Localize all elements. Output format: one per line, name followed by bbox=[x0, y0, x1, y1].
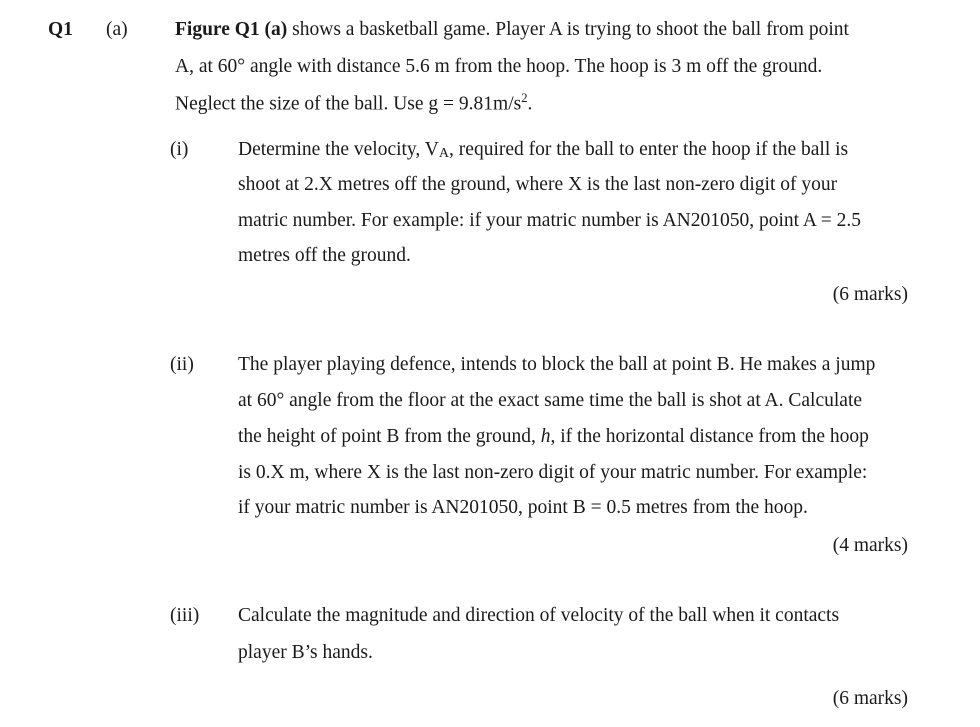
subpart-ii-line-3-text: the height of point B from the ground, bbox=[238, 426, 541, 447]
subpart-iii-marks: (6 marks) bbox=[832, 688, 908, 709]
subpart-ii-label: (ii) bbox=[170, 354, 194, 375]
subpart-i-label: (i) bbox=[170, 139, 189, 160]
part-label: (a) bbox=[106, 19, 128, 40]
exponent: 2 bbox=[521, 91, 528, 105]
subpart-ii-line-2: at 60° angle from the floor at the exact same time the ball is shot at A. Calculate bbox=[238, 390, 863, 411]
subpart-iii-line-1: Calculate the magnitude and direction of velocity of the ball when it contacts bbox=[238, 605, 840, 626]
subpart-ii-line-3-rest: , if the horizontal distance from the hoop bbox=[550, 426, 869, 447]
subpart-iii-line-2: player B’s hands. bbox=[238, 642, 373, 663]
subpart-i-line-3: matric number. For example: if your matric number is AN201050, point A = 2.5 bbox=[238, 210, 861, 231]
subpart-i-marks: (6 marks) bbox=[832, 284, 908, 305]
figure-reference: Figure Q1 (a) bbox=[175, 19, 288, 40]
question-number: Q1 bbox=[48, 19, 73, 40]
intro-line-2: A, at 60° angle with distance 5.6 m from the hoop. The hoop is 3 m off the ground. bbox=[175, 56, 823, 77]
intro-line-3-end: . bbox=[527, 93, 533, 115]
subpart-ii-line-5: if your matric number is AN201050, point B = 0.5 metres from the hoop. bbox=[238, 497, 808, 518]
intro-line-1-text: shows a basketball game. Player A is trying to shoot the ball from point bbox=[287, 19, 849, 40]
intro-line-3 bbox=[175, 91, 915, 116]
subpart-iii-label: (iii) bbox=[170, 605, 200, 626]
subpart-ii-line-1: The player playing defence, intends to block the ball at point B. He makes a jump bbox=[238, 354, 876, 375]
subpart-i-line-1-rest: , required for the ball to enter the hoop if the ball is bbox=[449, 139, 849, 160]
subpart-i-line-2: shoot at 2.X metres off the ground, where X is the last non-zero digit of your bbox=[238, 174, 838, 195]
intro-line-3-text: Neglect the size of the ball. Use g = 9.81m/s bbox=[175, 93, 522, 115]
subpart-ii-marks: (4 marks) bbox=[832, 535, 908, 556]
subpart-ii-line-4: is 0.X m, where X is the last non-zero digit of your matric number. For example: bbox=[238, 462, 868, 483]
subpart-i-line-1 bbox=[238, 139, 848, 162]
velocity-subscript: A bbox=[438, 145, 450, 162]
height-variable: h bbox=[540, 426, 551, 447]
intro-line-1 bbox=[175, 19, 915, 41]
subpart-i-line-4: metres off the ground. bbox=[238, 245, 411, 266]
subpart-ii-line-3 bbox=[238, 426, 869, 448]
subpart-i-line-1-text: Determine the velocity, V bbox=[238, 139, 439, 160]
